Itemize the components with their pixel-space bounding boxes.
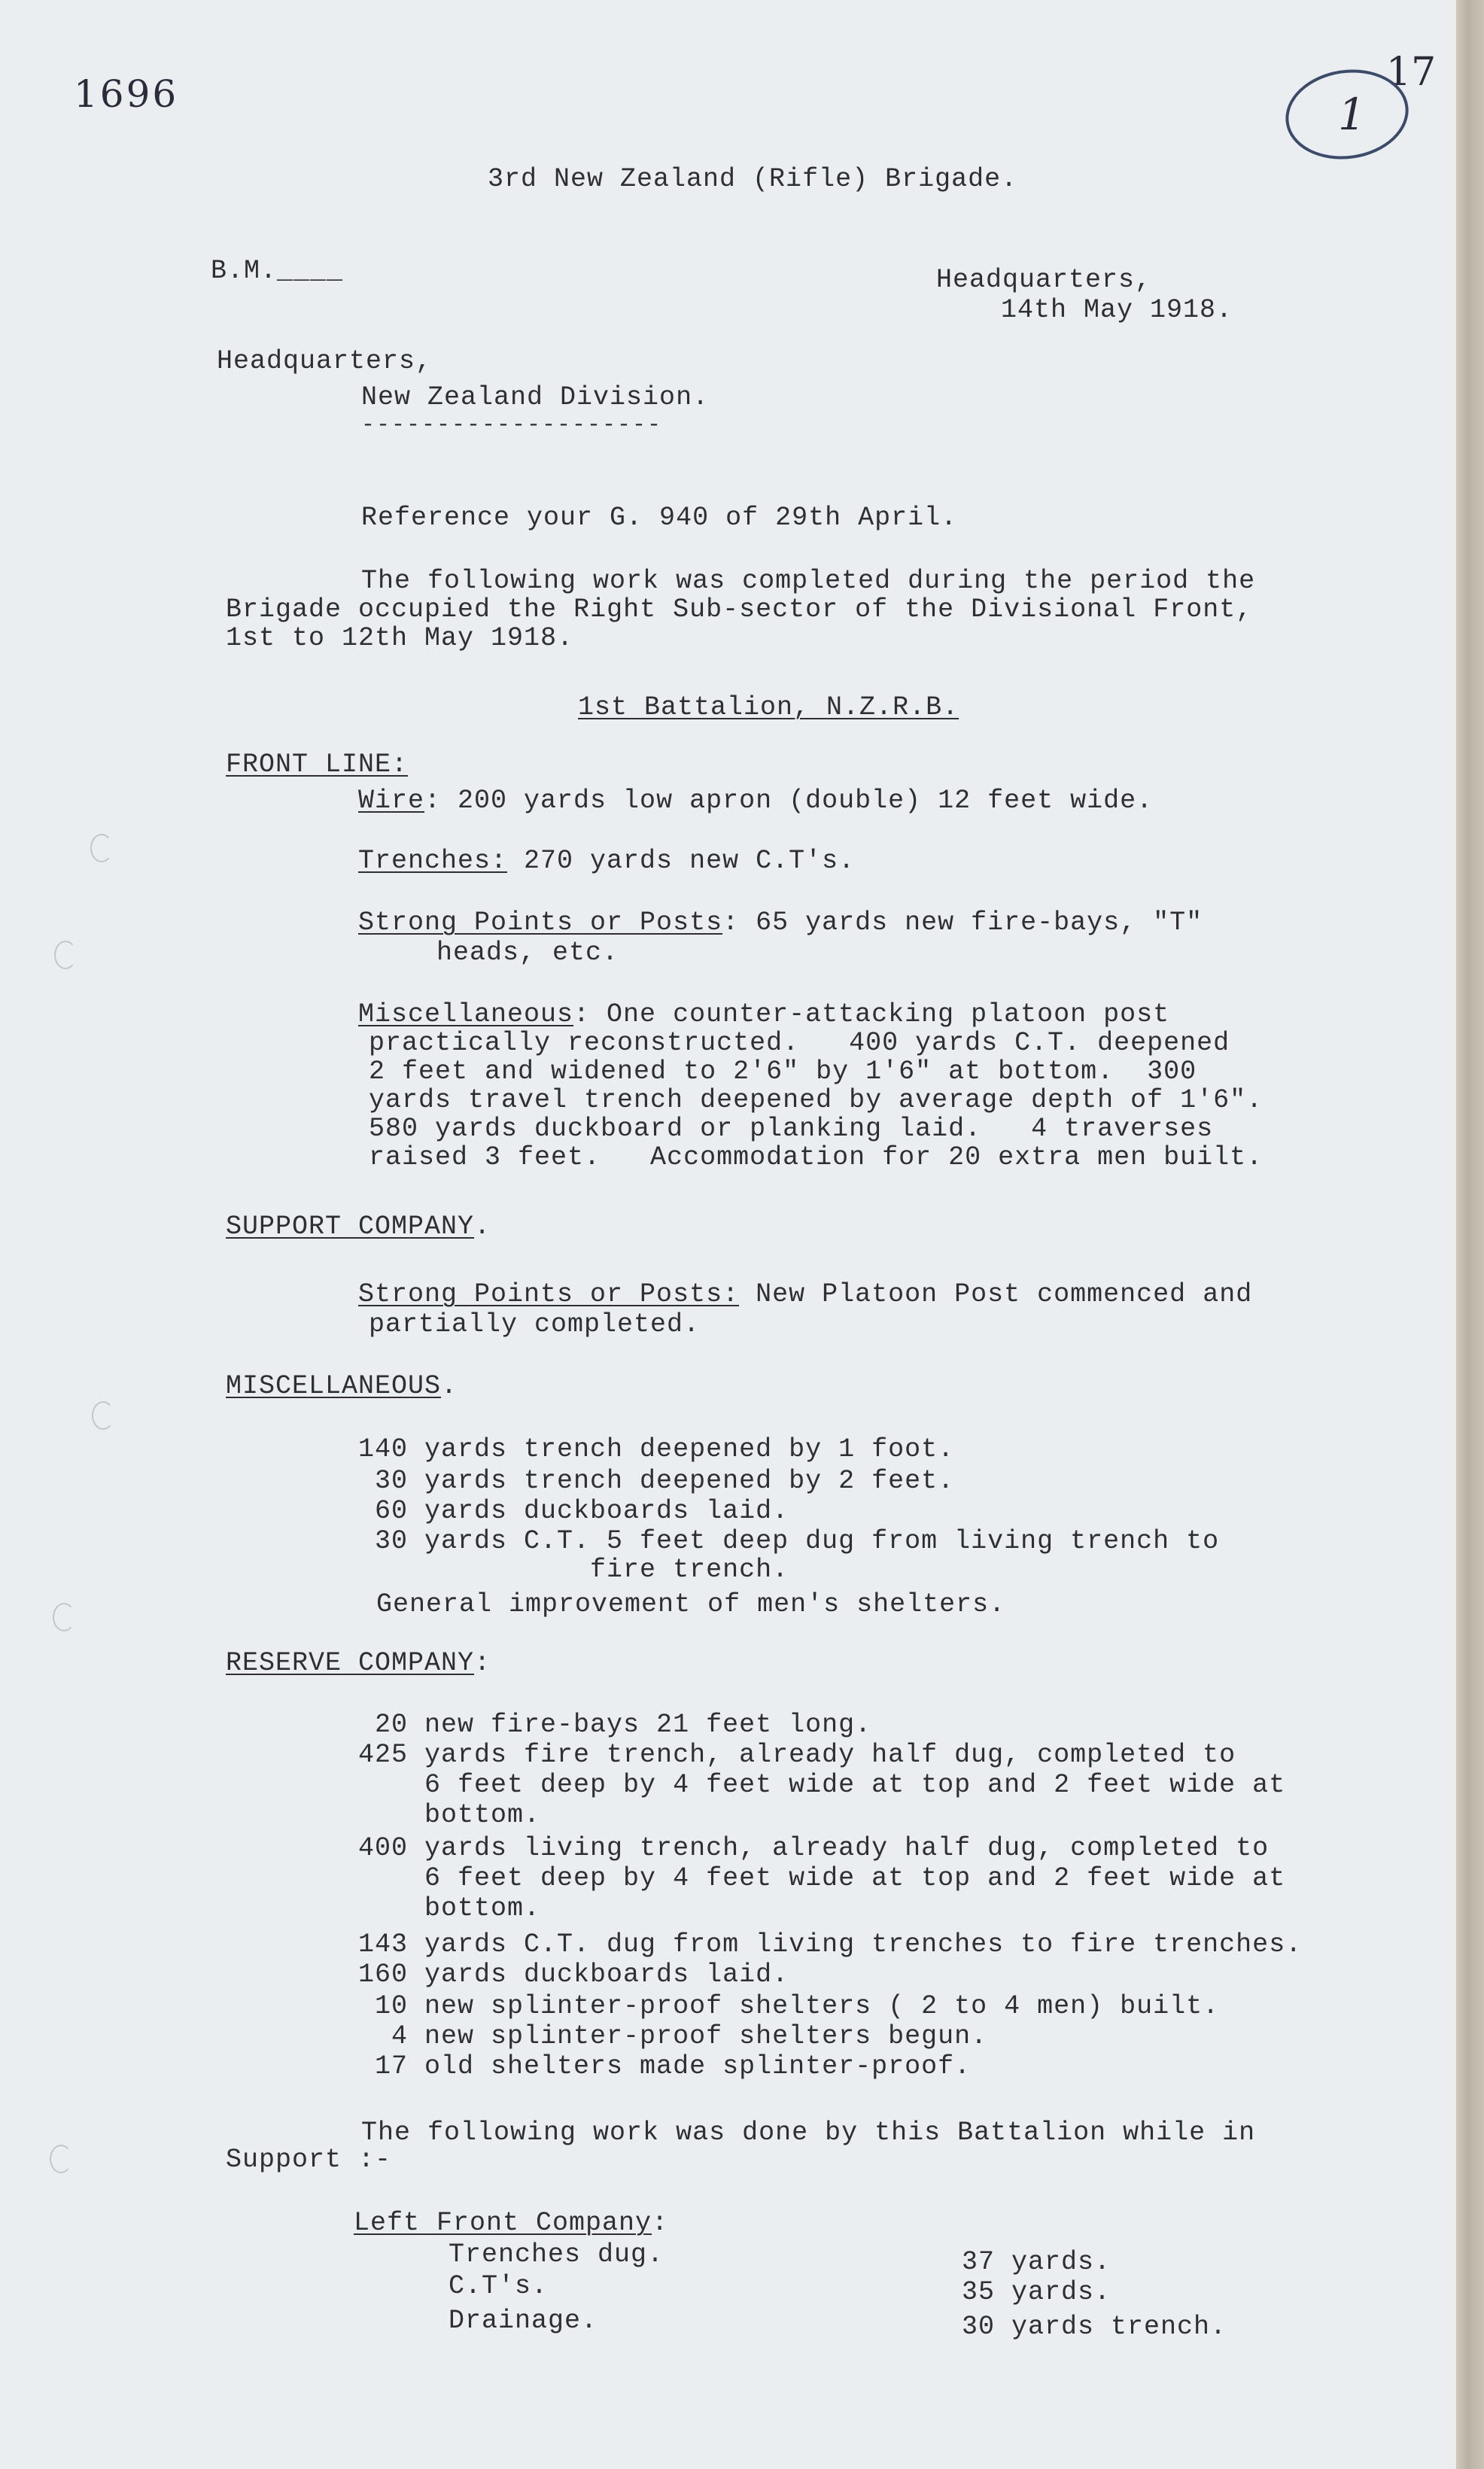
front-line-heading: FRONT LINE: bbox=[226, 750, 409, 780]
work-item: Trenches dug. bbox=[449, 2239, 664, 2270]
misc-work-line: 30 yards trench deepened by 2 feet. bbox=[358, 1466, 955, 1496]
reserve-company-suffix: : bbox=[474, 1648, 491, 1678]
miscellaneous-heading bbox=[226, 1371, 458, 1401]
reserve-line: 160 yards duckboards laid. bbox=[358, 1960, 789, 1990]
work-amount: 37 yards. bbox=[962, 2247, 1111, 2277]
strong-points-text-2: heads, etc. bbox=[436, 938, 619, 968]
page-edge bbox=[1456, 0, 1484, 2469]
support-strong-entry bbox=[358, 1279, 1252, 1309]
left-front-company-suffix: : bbox=[652, 2208, 669, 2238]
support-strong-text-2: partially completed. bbox=[369, 1309, 701, 1339]
bm-reference: B.M.____ bbox=[211, 256, 344, 286]
punch-hole-mark bbox=[92, 1401, 114, 1430]
support-intro-line-1: The following work was done by this Battalion while in bbox=[361, 2118, 1256, 2148]
work-amount: 30 yards trench. bbox=[962, 2312, 1227, 2342]
misc-line: raised 3 feet. Accommodation for 20 extra men built. bbox=[369, 1142, 1264, 1172]
reserve-line: 143 yards C.T. dug from living trenches to fire trenches. bbox=[358, 1929, 1303, 1960]
wire-label: Wire bbox=[358, 786, 425, 816]
folio-number: 17 bbox=[1386, 50, 1437, 95]
support-company-heading bbox=[226, 1212, 491, 1242]
battalion-heading: 1st Battalion, N.Z.R.B. bbox=[578, 692, 959, 722]
recipient-underline: -------------------- bbox=[361, 412, 663, 438]
misc-line: 2 feet and widened to 2'6" by 1'6" at bottom. 300 bbox=[369, 1057, 1197, 1087]
support-company-label: SUPPORT COMPANY bbox=[226, 1212, 475, 1242]
strong-points-entry bbox=[358, 908, 1203, 938]
reference-line: Reference your G. 940 of 29th April. bbox=[361, 503, 958, 533]
reserve-line: 17 old shelters made splinter-proof. bbox=[358, 2051, 972, 2081]
strong-points-label: Strong Points or Posts bbox=[358, 908, 723, 938]
punch-hole-mark bbox=[50, 2145, 72, 2173]
misc-work-line: 60 yards duckboards laid. bbox=[358, 1496, 789, 1526]
intro-line-1: The following work was completed during the period the bbox=[361, 566, 1256, 596]
miscellaneous-suffix: . bbox=[441, 1371, 458, 1401]
wire-text: : 200 yards low apron (double) 12 feet wide. bbox=[424, 786, 1154, 816]
miscellaneous-label: MISCELLANEOUS bbox=[226, 1371, 442, 1401]
wire-entry bbox=[358, 786, 1153, 816]
reserve-line: 20 new fire-bays 21 feet long. bbox=[358, 1710, 872, 1740]
reserve-line: 6 feet deep by 4 feet wide at top and 2 feet wide at bbox=[358, 1770, 1286, 1800]
left-front-company-heading bbox=[354, 2208, 668, 2238]
work-item: C.T's. bbox=[449, 2271, 549, 2301]
misc-text: : One counter-attacking platoon post bbox=[573, 999, 1170, 1029]
brigade-title: 3rd New Zealand (Rifle) Brigade. bbox=[488, 164, 1018, 194]
work-amount: 35 yards. bbox=[962, 2277, 1111, 2307]
reserve-line: 425 yards fire trench, already half dug, completed to bbox=[358, 1740, 1236, 1770]
reserve-line: 6 feet deep by 4 feet wide at top and 2 feet wide at bbox=[358, 1863, 1286, 1893]
trenches-label: Trenches: bbox=[358, 846, 508, 876]
misc-work-line: 30 yards C.T. 5 feet deep dug from living trench to bbox=[358, 1526, 1220, 1556]
trenches-entry bbox=[358, 846, 855, 876]
left-front-company-label: Left Front Company bbox=[354, 2208, 652, 2238]
intro-line-3: 1st to 12th May 1918. bbox=[226, 623, 574, 653]
reserve-line: bottom. bbox=[358, 1800, 541, 1830]
trenches-text: 270 yards new C.T's. bbox=[507, 846, 856, 876]
intro-line-2: Brigade occupied the Right Sub-sector of the Divisional Front, bbox=[226, 594, 1253, 625]
punch-hole-mark bbox=[53, 1603, 75, 1631]
misc-label: Miscellaneous bbox=[358, 999, 574, 1029]
punch-hole-mark bbox=[90, 834, 113, 862]
support-strong-text: New Platoon Post commenced and bbox=[739, 1279, 1253, 1309]
reserve-line: 4 new splinter-proof shelters begun. bbox=[358, 2021, 988, 2051]
misc-line: practically reconstructed. 400 yards C.T. deepened bbox=[369, 1028, 1230, 1058]
reserve-line: bottom. bbox=[358, 1893, 541, 1923]
misc-entry bbox=[358, 999, 1169, 1029]
support-strong-label: Strong Points or Posts: bbox=[358, 1279, 740, 1309]
punch-hole-mark bbox=[54, 941, 77, 969]
strong-points-text: : 65 yards new fire-bays, "T" bbox=[722, 908, 1203, 938]
support-intro-line-2: Support :- bbox=[226, 2145, 392, 2175]
reserve-company-heading bbox=[226, 1648, 491, 1678]
misc-work-line: General improvement of men's shelters. bbox=[376, 1589, 1006, 1619]
reserve-line: 400 yards living trench, already half dug, completed to bbox=[358, 1833, 1270, 1863]
sender-headquarters: Headquarters, bbox=[936, 265, 1152, 295]
recipient-line-1: Headquarters, bbox=[217, 346, 433, 376]
misc-line: 580 yards duckboard or planking laid. 4 traverses bbox=[369, 1114, 1214, 1144]
misc-line: yards travel trench deepened by average depth of 1'6". bbox=[369, 1085, 1264, 1115]
misc-work-line: 140 yards trench deepened by 1 foot. bbox=[358, 1434, 955, 1464]
reserve-company-label: RESERVE COMPANY bbox=[226, 1648, 475, 1678]
reserve-line: 10 new splinter-proof shelters ( 2 to 4 men) built. bbox=[358, 1991, 1220, 2021]
circled-mark-number: 1 bbox=[1338, 89, 1366, 140]
support-company-suffix: . bbox=[474, 1212, 491, 1242]
misc-work-line: fire trench. bbox=[358, 1555, 789, 1585]
letter-date: 14th May 1918. bbox=[1001, 295, 1233, 325]
work-item: Drainage. bbox=[449, 2306, 598, 2336]
archive-number: 1696 bbox=[74, 72, 179, 116]
recipient-line-2: New Zealand Division. bbox=[361, 382, 710, 412]
